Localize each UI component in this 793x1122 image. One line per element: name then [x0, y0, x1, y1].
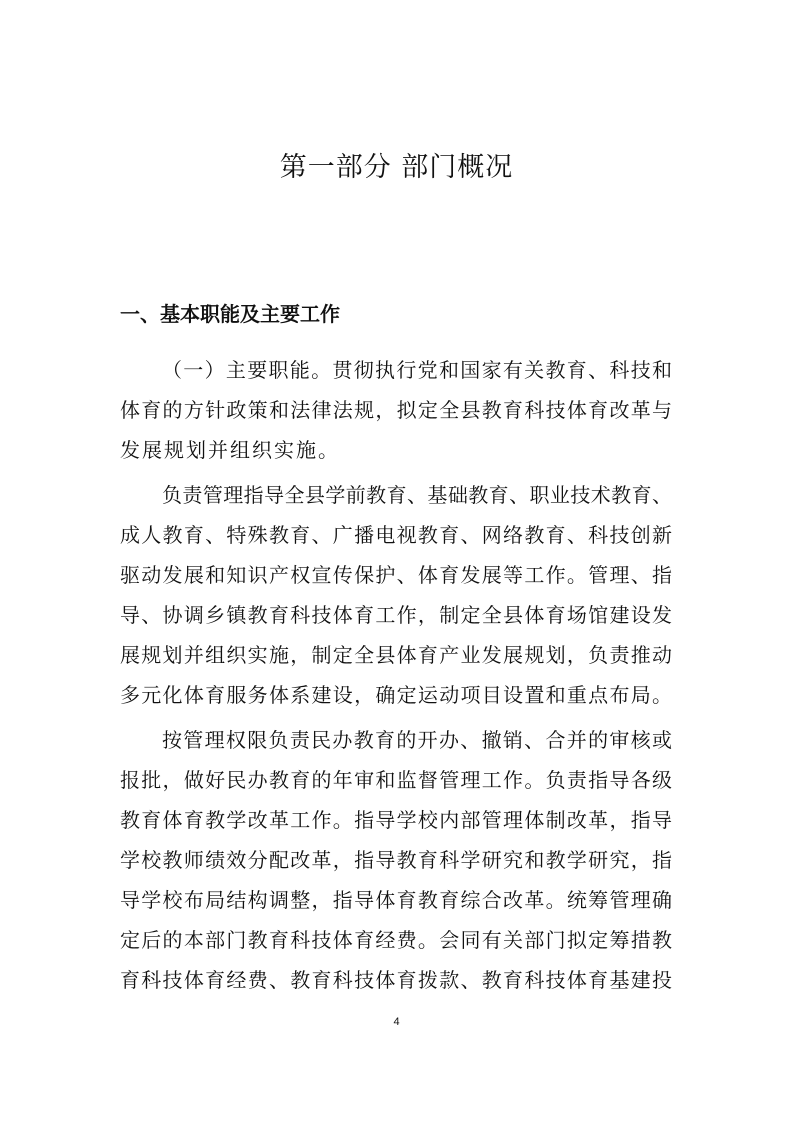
- page-number: 4: [393, 1016, 400, 1028]
- paragraph-line: 导、协调乡镇教育科技体育工作，制定全县体育场馆建设发: [120, 603, 672, 627]
- paragraph-line: 育科技体育经费、教育科技体育拨款、教育科技体育基建投: [120, 968, 672, 992]
- paragraph-line: （一）主要职能。贯彻执行党和国家有关教育、科技和: [162, 358, 672, 382]
- paragraph-line: 展规划并组织实施，制定全县体育产业发展规划，负责推动: [120, 643, 672, 667]
- paragraph: [120, 726, 672, 1006]
- paragraph-line: 发展规划并组织实施。: [120, 438, 340, 462]
- paragraph: [120, 356, 672, 476]
- paragraph-line: 教育体育教学改革工作。指导学校内部管理体制改革，指导: [120, 808, 672, 832]
- paragraph-line: 导学校布局结构调整，指导体育教育综合改革。统筹管理确: [120, 888, 672, 912]
- paragraph-line: 成人教育、特殊教育、广播电视教育、网络教育、科技创新: [120, 523, 672, 547]
- section-heading: 一、基本职能及主要工作: [120, 302, 340, 326]
- document-body: [120, 356, 672, 1011]
- paragraph-line: 多元化体育服务体系建设，确定运动项目设置和重点布局。: [120, 683, 672, 707]
- paragraph-line: 学校教师绩效分配改革，指导教育科学研究和教学研究，指: [120, 848, 672, 872]
- paragraph-line: 定后的本部门教育科技体育经费。会同有关部门拟定筹措教: [120, 928, 672, 952]
- page-title: 第一部分 部门概况: [279, 152, 514, 183]
- paragraph-line: 按管理权限负责民办教育的开办、撤销、合并的审核或: [162, 728, 672, 752]
- paragraph-line: 负责管理指导全县学前教育、基础教育、职业技术教育、: [162, 483, 672, 507]
- paragraph-line: 体育的方针政策和法律法规，拟定全县教育科技体育改革与: [120, 398, 672, 422]
- paragraph-line: 报批，做好民办教育的年审和监督管理工作。负责指导各级: [120, 768, 672, 792]
- paragraph-line: 驱动发展和知识产权宣传保护、体育发展等工作。管理、指: [120, 563, 672, 587]
- paragraph: [120, 481, 672, 721]
